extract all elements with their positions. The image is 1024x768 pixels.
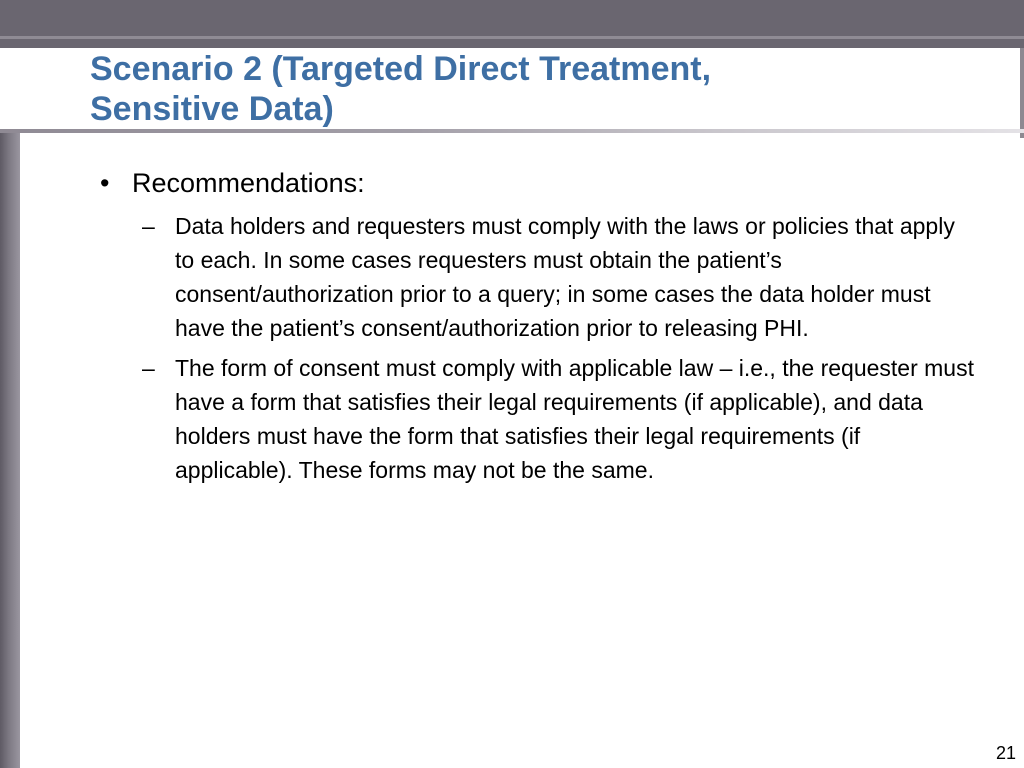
title-right-edge (1020, 48, 1024, 138)
dash-icon: – (142, 213, 155, 239)
left-frame-band (0, 133, 20, 768)
dash-icon: – (142, 355, 155, 381)
sub-bullet-item (142, 209, 975, 345)
slide-title-line-2: Sensitive Data) (90, 90, 334, 128)
top-frame-line (0, 36, 1024, 39)
sub-bullet-text: The form of consent must comply with applicable law – i.e., the requester must have a form that satisfies their legal requirements (if applicable), and data holders must have the form that satisfies their legal requirements (if applicable). These forms may not be the same. (175, 355, 974, 483)
sub-bullet-item (142, 351, 975, 487)
slide-body (100, 164, 980, 493)
title-underline (0, 129, 1024, 133)
top-frame-band (0, 0, 1024, 48)
sub-bullet-text: Data holders and requesters must comply with the laws or policies that apply to each. In some cases requesters must obtain the patient’s consent/authorization prior to a query; in some cases the data holder must have the patient’s consent/authorization prior to releasing PHI. (175, 213, 955, 341)
bullet-dot-icon: • (100, 168, 110, 198)
bullet-text: Recommendations: (132, 168, 365, 198)
slide-title-line-1: Scenario 2 (Targeted Direct Treatment, (90, 50, 712, 88)
slide-title (90, 49, 990, 129)
page-number: 21 (995, 743, 1016, 763)
sub-bullet-list (100, 209, 980, 487)
bullet-recommendations (100, 164, 980, 202)
